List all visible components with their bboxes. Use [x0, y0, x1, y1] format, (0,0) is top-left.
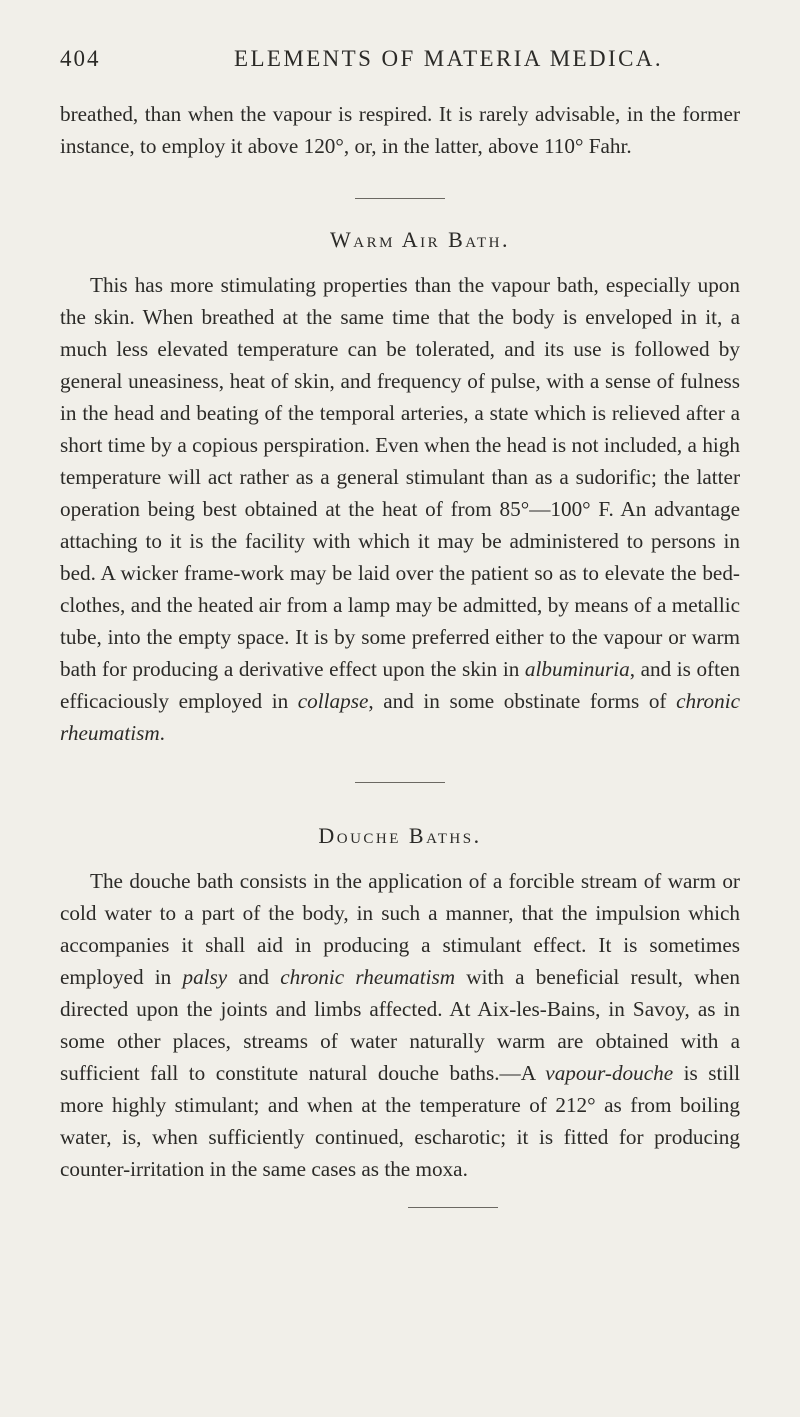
italic-term: albuminuria	[524, 657, 630, 681]
italic-term: palsy	[182, 965, 228, 989]
text-run: with a beneficial result, when directed upon the joints and limbs affected. At Aix-les-Bains, in Savoy, as in some other places, streams of water naturally warm are obtained with a sufficient fall to constitute natural douche baths.—A	[60, 965, 741, 1085]
text-run: .	[159, 721, 165, 745]
italic-term: vapour-douche	[545, 1061, 674, 1085]
running-head-title: ELEMENTS OF MATERIA MEDICA.	[234, 46, 663, 71]
text-run: and	[227, 965, 281, 989]
italic-term: chronic rheumatism	[280, 965, 456, 989]
section-heading-douche-baths: Douche Baths.	[318, 823, 482, 848]
douche-baths-paragraph	[60, 865, 740, 1185]
text-run: This has more stimulating properties than the vapour bath, especially upon the skin. When breathed at the same time that the body is enveloped in it, a much less elevated temperature can be tolerated, and its use is followed by general uneasiness, heat of skin, and frequency of pulse, with a sense of fulness in the head and beating of the temporal arteries, a state which is relieved after a short time by a copious perspiration. Even when the head is not included, a high temperature will act rather as a general stimulant than as a sudorific; the latter operation being best obtained at the heat of from 85°—100° F. An advantage attaching to it is the facility with which it may be administered to persons in bed. A wicker frame-work may be laid over the patient so as to elevate the bed-clothes, and the heated air from a lamp may be admitted, by means of a metallic tube, into the empty space. It is by some preferred either to the vapour or warm bath for producing a derivative effect upon the skin in	[60, 273, 740, 681]
text-run: , and is often efficaciously employed in	[60, 657, 741, 713]
running-head	[60, 46, 740, 82]
italic-term: collapse	[297, 689, 369, 713]
text-run: The douche bath consists in the application of a forcible stream of warm or cold water to a part of the body, in such a manner, that the impulsion which accompanies it shall aid in producing a stimulant effect. It is sometimes employed in	[60, 869, 740, 989]
section-divider	[355, 198, 445, 199]
page-number: 404	[60, 46, 101, 71]
text-run: , and in some obstinate forms of	[368, 689, 677, 713]
warm-air-bath-paragraph	[60, 269, 740, 749]
intro-paragraph: breathed, than when the vapour is respired. It is rarely advisable, in the former instance, to employ it above 120°, or, in the latter, above 110° Fahr.	[60, 102, 740, 158]
section-heading-warm-air-bath: Warm Air Bath.	[330, 227, 510, 252]
italic-term: chronic rheumatism	[60, 689, 740, 745]
text-run: is still more highly stimulant; and when at the temperature of 212° as from boiling water, is, when sufficiently continued, escharotic; it is fitted for producing counter-irritation in the same cases as the moxa.	[60, 1061, 740, 1181]
section-divider	[408, 1207, 498, 1208]
section-divider	[355, 782, 445, 783]
